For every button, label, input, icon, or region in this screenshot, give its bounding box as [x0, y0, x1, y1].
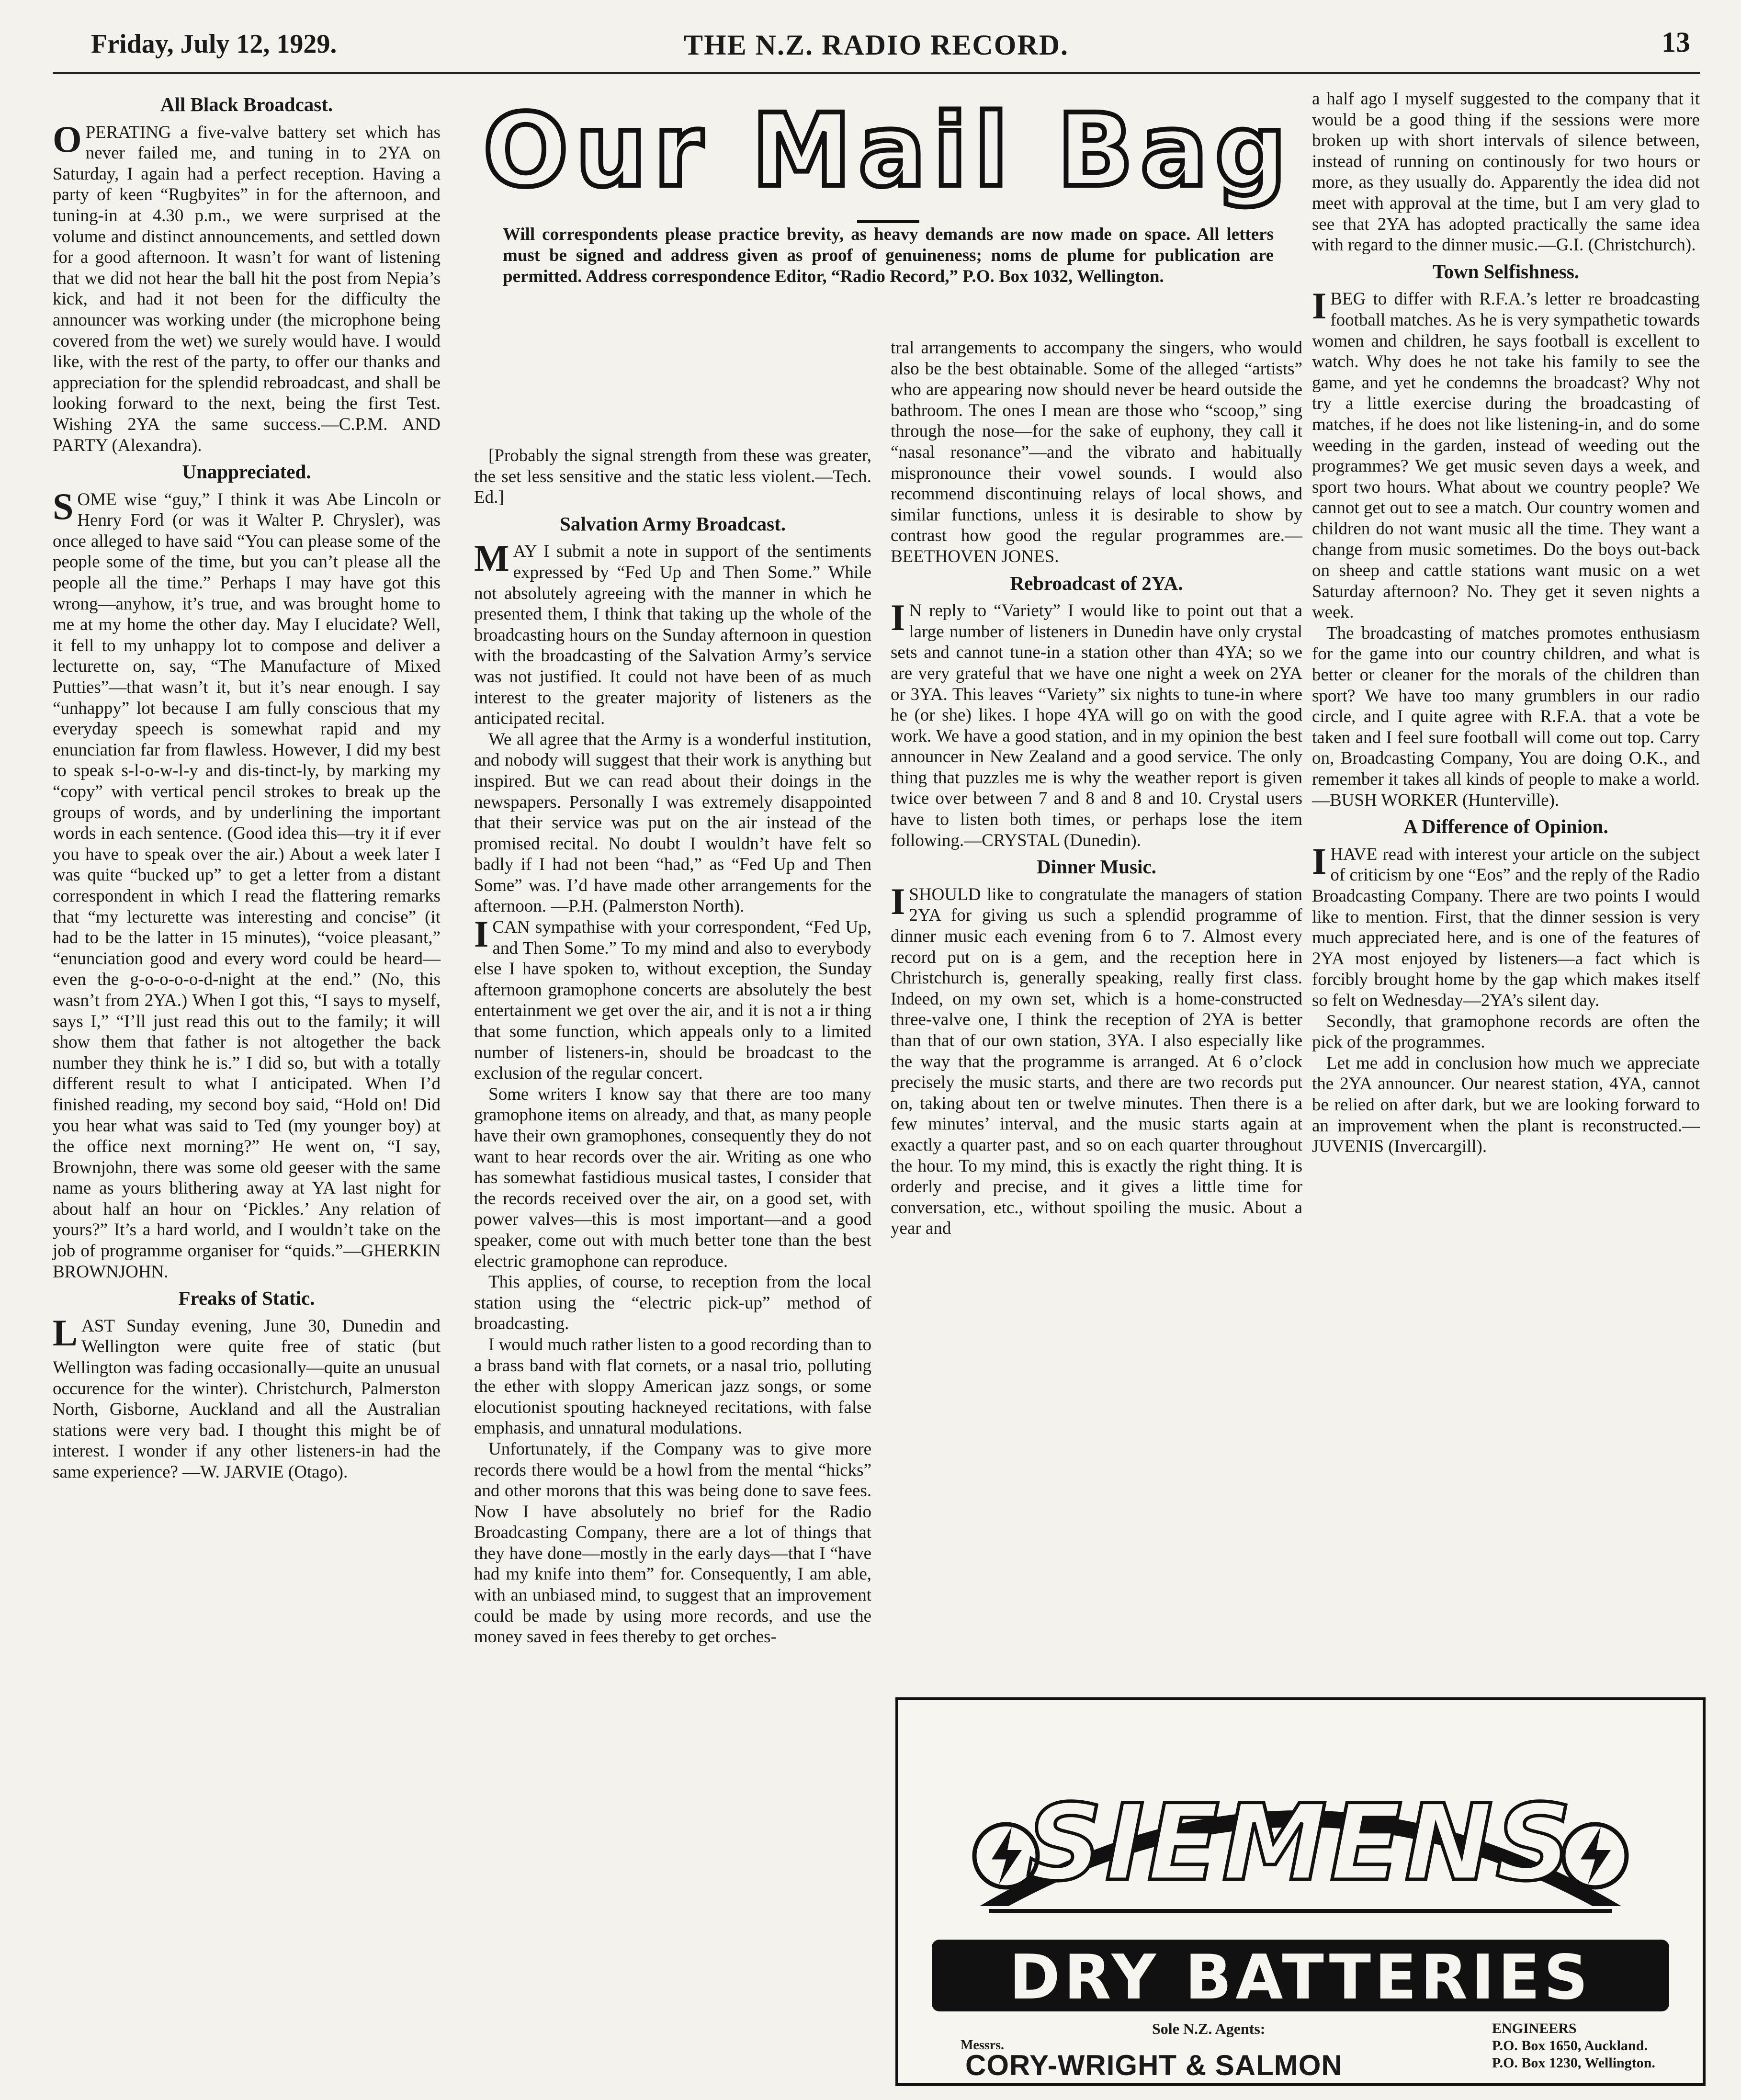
heading-salvation-army: Salvation Army Broadcast.	[560, 512, 786, 535]
messrs-label: Messrs.	[961, 2038, 1004, 2053]
letter-freaks-of-static: LAST Sunday evening, June 30, Dunedin and Wellington were quite free of static (but Wellington was fading occasionally—quite an unusual occurence for the winter). Christchurch, Palmerston North, Gisborne, Auckland and all the Australian stations were very bad. I thought this might be of interest. I wonder if any other listeners-in had the same experience? —W. JARVIE (Otago).	[53, 1311, 441, 1482]
drop-cap: S	[53, 485, 74, 527]
letter-paragraph: Unfortunately, if the Company was to give more records there would be a howl from the mental “hicks” and other morons that this was being done to save fees. Now I have absolutely no brief for the Radio Broadcasting Company, there are a lot of things that they have done—mostly in the early days—that I “have had my knife into them” for. Consequently, I am able, with an unbiased mind, to suggest that an improvement could be made by using more records, and use the money saved in fees thereby to get orches-	[474, 1439, 871, 1647]
column-4	[1312, 89, 1700, 1157]
section-title: Our Mail Bag	[483, 92, 1294, 209]
drop-cap: O	[53, 118, 82, 160]
letter-paragraph: This applies, of course, to reception from the local station using the “electric pick-up” method of broadcasting.	[474, 1272, 871, 1334]
letter-paragraph: I would much rather listen to a good recording than to a brass band with flat cornets, or a nasal trio, polluting the ether with sloppy American jazz songs, or some elocutionist spouting hackneyed recitations, with false emphasis, and unnatural modulations.	[474, 1334, 871, 1438]
column-2	[474, 445, 871, 1648]
letter-paragraph: The broadcasting of matches promotes enthusiasm for the game into our country children, and what is better or cleaner for the morals of the children than sport? We have too many grumblers in our radio circle, and I quite agree with R.F.A. that a vote be taken and I feel sure football will come out top. Carry on, Broadcasting Company, You are doing O.K., and remember it takes all kinds of people to make a world.—BUSH WORKER (Hunterville).	[1312, 623, 1700, 810]
heading-dinner-music: Dinner Music.	[1037, 856, 1156, 878]
drop-cap: M	[474, 537, 509, 579]
product-name: DRY BATTERIES	[1009, 1942, 1592, 2013]
issue-date: Friday, July 12, 1929.	[91, 29, 337, 59]
drop-cap: I	[891, 597, 905, 639]
heading-all-black-broadcast: All Black Broadcast.	[160, 93, 333, 115]
column-1	[53, 89, 441, 1483]
letter-paragraph: We all agree that the Army is a wonderful institution, and nobody will suggest that their work is anything but inspired. But we can read about their doings in the newspapers. Personally I was extremely disappointed that their service was put on the air instead of the promised recital. No doubt I wouldn’t have felt so badly if I had not been “had,” as “Fed Up and Then Some” was. I’d have made other arrangements for the afternoon. —P.H. (Palmerston North).	[474, 729, 871, 916]
engineers-label: ENGINEERS	[1492, 2021, 1577, 2036]
lightning-icon	[1559, 1820, 1631, 1892]
column-3	[891, 338, 1302, 1239]
letter-continuation: a half ago I myself suggested to the company that it would be a good thing if the sessions were more broken up with short intervals of silence between, instead of running on continously for two hours or more, as they usually do. Apparently the idea did not meet with approval at the time, but I am very glad to see that 2YA has adopted practically the same idea with regard to the dinner music.—G.I. (Christchurch).	[1312, 89, 1700, 255]
heading-difference-of-opinion: A Difference of Opinion.	[1403, 815, 1608, 838]
agent-addresses	[1492, 2020, 1655, 2072]
drop-cap: I	[474, 913, 489, 955]
letter-unappreciated: SOME wise “guy,” I think it was Abe Lincoln or Henry Ford (or was it Walter P. Chrysler), was once alleged to have said “You can please some of the people some of the time, but you can’t please all the people all the time.” Perhaps I may have got this wrong—anyhow, it’s true, and was brought home to me at my home the other day. May I elucidate? Well, it fell to my unhappy lot to compose and deliver a lecturette on, say, “The Manufacture of Mixed Putties”—that wasn’t it, but it’s near enough. I say “unhappy” lot because I am fully conscious that my everyday speech is somewhat rapid and my enunciation far from flawless. However, I did my best to speak s-l-o-w-l-y and dis-tinct-ly, by marking my “copy” with vertical pencil strokes to break up the groups of words, and by underlining the important words in each sentence. (Good idea this—try it if ever you have to speak over the air.) About a week later I was quite “bucked up” to get a letter from a distant correspondent in which I read the flattering remarks that “my lecturette was interesting and concise” (it had to be the latter in 15 minutes), “voice pleasant,” “enunciation good and every word could be heard—even the g-o-o-o-o-d-night at the end.” (No, this wasn’t from 2YA.) When I got this, “I says to myself, says I,” “I’ll just read this out to the family; it will show them that father is not altogether the back number they think he is.” I did so, but with a totally different result to what I anticipated. When I’d finished reading, my second boy said, “Hold on! Did you hear what was said to Ted (my younger boy) at the office next morning?” He went on, “I say, Brownjohn, there was some old geeser with the same name as yours blithering away at YA last night for about half an hour on ‘Pickles.’ Any relation of yours?” It’s a hard world, and I wouldn’t take on the job of programme organiser for “quids.”—GHERKIN BROWNJOHN.	[53, 485, 441, 1282]
agent-company: CORY-WRIGHT & SALMON	[965, 2049, 1343, 2081]
tech-editor-note: [Probably the signal strength from these was greater, the set less sensitive and the static less violent.—Tech. Ed.]	[474, 446, 871, 508]
lightning-icon	[970, 1820, 1042, 1892]
drop-cap: I	[1312, 840, 1327, 882]
letter-continuation: tral arrangements to accompany the singers, who would also be the best obtainable. Some of the alleged “artists” who are appearing now should never be heard outside the bathroom. The ones I mean are those who “scoop,” sing through the nose—for the sake of euphony, they call it “nasal resonance”—and the vibrato and habitually mispronounce their vowel sounds. I would also recommend discontinuing relays of local shows, and similar functions, unless it is desirable to show by contrast how good the regular programmes are.—BEETHOVEN JONES.	[891, 338, 1302, 566]
drop-cap: I	[891, 880, 905, 922]
letter-rebroadcast: I N reply to “Variety” I would like to point out that a large number of listeners in Dunedin have only crystal sets and cannot tune-in a station other than 4YA; so we are very grateful that we have one night a week on 2YA or 3YA. This leaves “Variety” six nights to tune-in where he (or she) likes. I hope 4YA will go on with the good work. We have a good station, and in my opinion the best announcer in New Zealand and a good service. The only thing that puzzles me is why the weather report is given twice over between 7 and 8 and 8 and 10. Crystal users have to listen both times, or perhaps lose the item following.—CRYSTAL (Dunedin).	[891, 597, 1302, 850]
drop-cap: L	[53, 1311, 78, 1354]
newspaper-title: THE N.Z. RADIO RECORD.	[683, 29, 1069, 61]
heading-town-selfishness: Town Selfishness.	[1432, 260, 1580, 282]
letter-paragraph: Some writers I know say that there are too many gramophone items on already, and that, as many people have their own gramophones, consequently they do not want to hear records over the air. Writing as one who has somewhat fastidious musical tastes, I consider that the records received over the air, on a good set, with power valves—this is most important—and a good speaker, come out with much better tone than the best electric gramophone can reproduce.	[474, 1084, 871, 1271]
letter-salvation-army: MAY I submit a note in support of the sentiments expressed by “Fed Up and Then Some.” While not absolutely agreeing with the manner in which he presented them, I think that taking up the whole of the broadcasting hours on the Sunday afternoon in question with the broadcasting of the Salvation Army’s service was not justified. It could not have been of as much interest to the greater majority of listeners as the anticipated recital.	[474, 537, 871, 729]
letter-difference-of-opinion: IHAVE read with interest your article on the subject of criticism by one “Eos” and the reply of the Radio Broadcasting Company. There are two points I would like to mention. First, that the dinner session is very much appreciated here, and is one of the features of 2YA most enjoyed by listeners—a fact which is forcibly brought home by the gap which makes itself so felt on Wednesday—2YA’s silent day.	[1312, 840, 1700, 1010]
letter-dinner-music: ISHOULD like to congratulate the managers of station 2YA for giving us such a splendid programme of dinner music each evening from 6 to 7. Almost every record put on is a gem, and the reception here in Christchurch is, generally speaking, really first class. Indeed, on my own set, which is a home-constructed three-valve one, I think the reception of 2YA is better than that of our own station, 3YA. I also especially like the way that the programme is arranged. At 6 o’clock precisely the music starts, and there are two records put on, taking about ten or twelve minutes. Then there is a few minutes’ interval, and the music starts again at exactly a quarter past, and so on each quarter throughout the hour. To my mind, this is exactly the right thing. It is orderly and precise, and it gives a little time for conversation, etc., without spoiling the music. About a year and	[891, 880, 1302, 1239]
drop-cap: I	[1312, 285, 1327, 327]
auckland-address: P.O. Box 1650, Auckland.	[1492, 2038, 1648, 2054]
letter-gramophone: ICAN sympathise with your correspondent, “Fed Up, and Then Some.” To my mind and also to everybody else I have spoken to, without exception, the Sunday afternoon gramophone concerts are absolutely the best entertainment we get over the air, and it is not a ir thing that some function, which appeals only to a limited number of listeners-in, should be broadcast to the exclusion of the regular concert.	[474, 913, 871, 1084]
page-header	[53, 19, 1700, 74]
heading-freaks-of-static: Freaks of Static.	[178, 1287, 315, 1310]
page-number: 13	[1662, 26, 1690, 58]
brand-logo: SIEMENS	[1026, 1782, 1575, 1904]
editor-notice: Will correspondents please practice brevity, as heavy demands are now made on space. All letters must be signed and address given as proof of genuineness; noms de plume for publication are permitted. Address correspondence Editor, “Radio Record,” P.O. Box 1032, Wellington.	[503, 225, 1274, 286]
letter-paragraph: Let me add in conclusion how much we appreciate the 2YA announcer. Our nearest station, 4YA, cannot be relied on after dark, but we are looking forward to an improvement when the plant is reconstructed.—JUVENIS (Invercargill).	[1312, 1053, 1700, 1157]
title-rule	[857, 220, 919, 223]
agents-label: Sole N.Z. Agents:	[1152, 2020, 1266, 2037]
heading-unappreciated: Unappreciated.	[182, 461, 311, 483]
heading-rebroadcast: Rebroadcast of 2YA.	[1010, 572, 1183, 594]
letter-all-black: OPERATING a five-valve battery set which has never failed me, and tuning in to 2YA on Saturday, I again had a perfect reception. Having a party of keen “Rugbyites” in for the afternoon, and tuning-in at 4.30 p.m., we were surprised at the volume and distinct announcements, and settled down for a good afternoon. It wasn’t for want of listening that we did not hear the ball hit the post from Nepia’s kick, and had it not been for the difficulty the announcer was working under (the microphone being covered from the wet) we surely would have. I would like, with the rest of the party, to offer our thanks and appreciation for the splendid rebroadcast, and shall be looking forward to the next, being the first Test. Wishing 2YA the same success.—C.P.M. AND PARTY (Alexandra).	[53, 118, 441, 455]
letter-town-selfishness: IBEG to differ with R.F.A.’s letter re broadcasting football matches. As he is very sympathetic towards women and children, he says football is excellent to watch. Why does he not take his family to see the game, and yet he condemns the broadcast? Why not try a little exercise during the broadcasting of matches, if he does not like listening-in, and do some weeding in the garden, instead of weeding out the programmes? We get music seven days a week, and sport two hours. What about we country people? We cannot get out to see a match. Our country women and children do not want music all the time. They want a change from music sometimes. Do the boys out-back on sheep and cattle stations want music on a wet Saturday afternoon? No. They get it seven nights a week.	[1312, 285, 1700, 622]
siemens-advertisement	[895, 1697, 1706, 2086]
letter-paragraph: Secondly, that gramophone records are often the pick of the programmes.	[1312, 1011, 1700, 1052]
wellington-address: P.O. Box 1230, Wellington.	[1492, 2055, 1655, 2071]
